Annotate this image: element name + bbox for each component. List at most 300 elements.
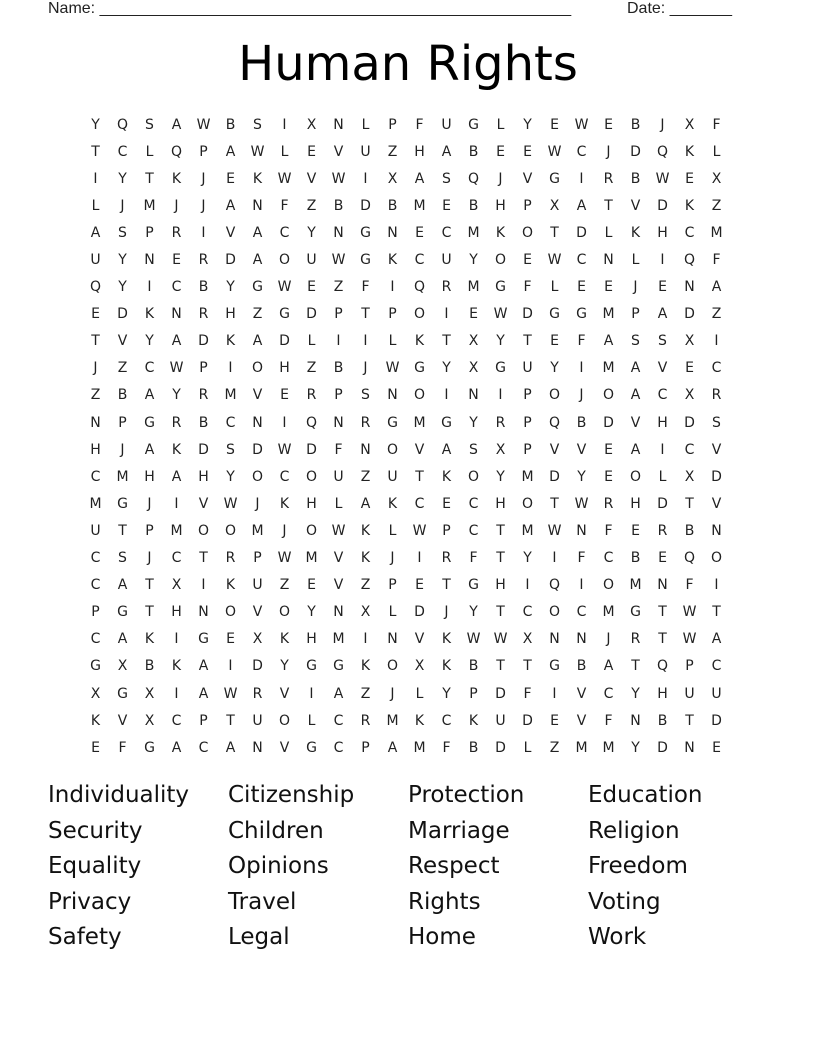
grid-letter[interactable]: L (361, 116, 370, 133)
grid-letter[interactable]: O (386, 658, 399, 675)
grid-letter[interactable]: V (630, 414, 641, 431)
grid-letter[interactable]: I (660, 441, 665, 458)
grid-letter[interactable]: G (117, 495, 128, 512)
grid-letter[interactable]: X (144, 712, 155, 729)
grid-letter[interactable]: M (89, 495, 102, 512)
grid-letter[interactable]: K (225, 333, 236, 350)
grid-letter[interactable]: C (333, 712, 344, 729)
grid-letter[interactable]: A (252, 333, 263, 350)
grid-letter[interactable]: A (171, 116, 182, 133)
grid-letter[interactable]: K (279, 631, 290, 648)
grid-letter[interactable]: E (685, 170, 694, 187)
grid-letter[interactable]: A (360, 495, 371, 512)
grid-letter[interactable]: T (496, 658, 505, 675)
grid-letter[interactable]: T (496, 604, 505, 621)
grid-letter[interactable]: S (469, 441, 478, 458)
grid-letter[interactable]: L (280, 143, 289, 160)
grid-letter[interactable]: N (468, 387, 479, 404)
grid-letter[interactable]: G (630, 604, 641, 621)
grid-letter[interactable]: H (657, 224, 668, 241)
grid-letter[interactable]: B (117, 387, 128, 404)
grid-letter[interactable]: P (199, 360, 208, 377)
grid-letter[interactable]: A (252, 224, 263, 241)
grid-letter[interactable]: A (117, 631, 128, 648)
grid-letter[interactable]: T (685, 712, 694, 729)
grid-letter[interactable]: T (145, 604, 154, 621)
grid-letter[interactable]: G (306, 739, 317, 756)
grid-letter[interactable]: D (684, 414, 695, 431)
grid-letter[interactable]: T (145, 170, 154, 187)
grid-letter[interactable]: W (385, 360, 400, 377)
grid-letter[interactable]: M (413, 414, 426, 431)
grid-letter[interactable]: M (116, 468, 129, 485)
grid-letter[interactable]: H (279, 360, 290, 377)
grid-letter[interactable]: R (495, 414, 506, 431)
grid-letter[interactable]: A (198, 685, 209, 702)
grid-letter[interactable]: J (606, 143, 611, 160)
grid-letter[interactable]: U (90, 252, 101, 269)
grid-letter[interactable]: M (629, 577, 642, 594)
grid-letter[interactable]: U (252, 577, 263, 594)
grid-letter[interactable]: I (363, 631, 368, 648)
grid-letter[interactable]: P (388, 116, 397, 133)
grid-letter[interactable]: P (523, 441, 532, 458)
grid-letter[interactable]: P (523, 387, 532, 404)
grid-letter[interactable]: V (306, 170, 317, 187)
grid-letter[interactable]: C (279, 224, 290, 241)
grid-letter[interactable]: K (360, 658, 371, 675)
grid-letter[interactable]: R (630, 631, 641, 648)
grid-letter[interactable]: J (390, 685, 395, 702)
grid-letter[interactable]: C (522, 604, 533, 621)
grid-letter[interactable]: O (629, 468, 642, 485)
grid-letter[interactable]: L (604, 224, 613, 241)
grid-letter[interactable]: X (522, 631, 533, 648)
grid-letter[interactable]: V (333, 550, 344, 567)
grid-letter[interactable]: R (306, 387, 317, 404)
grid-letter[interactable]: Z (360, 468, 371, 485)
grid-letter[interactable]: M (467, 279, 480, 296)
grid-letter[interactable]: G (117, 685, 128, 702)
grid-letter[interactable]: I (417, 550, 422, 567)
grid-letter[interactable]: C (171, 712, 182, 729)
grid-letter[interactable]: I (390, 279, 395, 296)
grid-letter[interactable]: Y (469, 252, 478, 269)
grid-letter[interactable]: O (494, 252, 507, 269)
grid-letter[interactable]: B (468, 658, 479, 675)
grid-letter[interactable]: Y (118, 252, 127, 269)
grid-letter[interactable]: D (522, 306, 533, 323)
grid-letter[interactable]: I (525, 577, 530, 594)
grid-letter[interactable]: A (711, 279, 722, 296)
grid-letter[interactable]: N (576, 631, 587, 648)
grid-letter[interactable]: X (171, 577, 182, 594)
grid-letter[interactable]: N (90, 414, 101, 431)
grid-letter[interactable]: N (549, 631, 560, 648)
grid-letter[interactable]: J (93, 360, 98, 377)
grid-letter[interactable]: G (360, 224, 371, 241)
grid-letter[interactable]: A (171, 739, 182, 756)
grid-letter[interactable]: N (333, 414, 344, 431)
grid-letter[interactable]: P (199, 143, 208, 160)
grid-letter[interactable]: Q (467, 170, 480, 187)
grid-letter[interactable]: X (306, 116, 317, 133)
grid-letter[interactable]: F (523, 685, 532, 702)
grid-letter[interactable]: V (333, 143, 344, 160)
grid-letter[interactable]: O (602, 577, 615, 594)
grid-letter[interactable]: C (279, 468, 290, 485)
grid-letter[interactable]: C (468, 495, 479, 512)
grid-letter[interactable]: T (604, 197, 613, 214)
grid-letter[interactable]: D (495, 739, 506, 756)
grid-letter[interactable]: X (387, 170, 398, 187)
grid-letter[interactable]: Y (307, 224, 316, 241)
grid-letter[interactable]: G (117, 604, 128, 621)
grid-letter[interactable]: C (441, 224, 452, 241)
grid-letter[interactable]: T (442, 577, 451, 594)
grid-letter[interactable]: V (576, 441, 587, 458)
grid-letter[interactable]: F (577, 333, 586, 350)
grid-letter[interactable]: D (657, 739, 668, 756)
grid-letter[interactable]: E (631, 522, 640, 539)
grid-letter[interactable]: B (630, 116, 641, 133)
grid-letter[interactable]: I (552, 685, 557, 702)
grid-letter[interactable]: K (387, 495, 398, 512)
grid-letter[interactable]: F (577, 550, 586, 567)
grid-letter[interactable]: H (225, 306, 236, 323)
grid-letter[interactable]: N (657, 577, 668, 594)
grid-letter[interactable]: F (334, 441, 343, 458)
grid-letter[interactable]: C (171, 550, 182, 567)
grid-letter[interactable]: V (414, 631, 425, 648)
grid-letter[interactable]: G (279, 306, 290, 323)
grid-letter[interactable]: C (711, 658, 722, 675)
grid-letter[interactable]: B (387, 197, 398, 214)
grid-letter[interactable]: I (444, 387, 449, 404)
grid-letter[interactable]: N (198, 604, 209, 621)
grid-letter[interactable]: G (441, 414, 452, 431)
grid-letter[interactable]: B (144, 658, 155, 675)
grid-letter[interactable]: E (226, 170, 235, 187)
grid-letter[interactable]: J (444, 604, 449, 621)
grid-letter[interactable]: J (633, 279, 638, 296)
grid-letter[interactable]: O (521, 495, 534, 512)
grid-letter[interactable]: E (172, 252, 181, 269)
grid-letter[interactable]: I (363, 170, 368, 187)
grid-letter[interactable]: C (711, 360, 722, 377)
grid-letter[interactable]: F (118, 739, 127, 756)
grid-letter[interactable]: O (521, 224, 534, 241)
grid-letter[interactable]: U (90, 522, 101, 539)
grid-letter[interactable]: I (93, 170, 98, 187)
grid-letter[interactable]: K (171, 170, 182, 187)
grid-letter[interactable]: T (415, 468, 424, 485)
grid-letter[interactable]: N (252, 739, 263, 756)
grid-letter[interactable]: D (495, 685, 506, 702)
grid-letter[interactable]: D (279, 333, 290, 350)
grid-letter[interactable]: Y (118, 170, 127, 187)
grid-letter[interactable]: R (603, 495, 614, 512)
grid-letter[interactable]: U (522, 360, 533, 377)
grid-letter[interactable]: H (171, 604, 182, 621)
grid-letter[interactable]: E (577, 279, 586, 296)
grid-letter[interactable]: P (334, 306, 343, 323)
grid-letter[interactable]: E (523, 252, 532, 269)
grid-letter[interactable]: S (442, 170, 451, 187)
grid-letter[interactable]: J (120, 441, 125, 458)
grid-letter[interactable]: A (414, 170, 425, 187)
grid-letter[interactable]: S (361, 387, 370, 404)
grid-letter[interactable]: Y (172, 387, 181, 404)
grid-letter[interactable]: V (630, 197, 641, 214)
grid-letter[interactable]: R (198, 306, 209, 323)
grid-letter[interactable]: K (360, 550, 371, 567)
grid-letter[interactable]: W (331, 170, 346, 187)
grid-letter[interactable]: M (413, 739, 426, 756)
grid-letter[interactable]: X (684, 333, 695, 350)
grid-letter[interactable]: E (442, 197, 451, 214)
grid-letter[interactable]: Q (683, 550, 696, 567)
grid-letter[interactable]: Z (711, 197, 722, 214)
grid-letter[interactable]: Z (279, 577, 290, 594)
grid-letter[interactable]: E (550, 712, 559, 729)
grid-letter[interactable]: E (658, 279, 667, 296)
grid-letter[interactable]: B (576, 658, 587, 675)
grid-letter[interactable]: N (333, 604, 344, 621)
grid-letter[interactable]: D (576, 224, 587, 241)
grid-letter[interactable]: N (684, 739, 695, 756)
date-field[interactable]: Date: _______ (627, 0, 732, 17)
grid-letter[interactable]: P (91, 604, 100, 621)
grid-letter[interactable]: V (198, 495, 209, 512)
grid-letter[interactable]: L (388, 333, 397, 350)
grid-letter[interactable]: V (576, 712, 587, 729)
grid-letter[interactable]: W (682, 631, 697, 648)
grid-letter[interactable]: B (198, 414, 209, 431)
grid-letter[interactable]: P (388, 306, 397, 323)
grid-letter[interactable]: N (252, 414, 263, 431)
grid-letter[interactable]: N (360, 441, 371, 458)
grid-letter[interactable]: T (658, 631, 667, 648)
grid-letter[interactable]: D (414, 604, 425, 621)
grid-letter[interactable]: H (90, 441, 101, 458)
grid-letter[interactable]: V (117, 712, 128, 729)
grid-letter[interactable]: A (441, 143, 452, 160)
grid-letter[interactable]: K (360, 522, 371, 539)
grid-letter[interactable]: T (523, 658, 532, 675)
grid-letter[interactable]: Y (496, 468, 505, 485)
grid-letter[interactable]: F (280, 197, 289, 214)
grid-letter[interactable]: O (386, 441, 399, 458)
grid-letter[interactable]: G (360, 252, 371, 269)
grid-letter[interactable]: M (602, 306, 615, 323)
grid-letter[interactable]: G (495, 279, 506, 296)
grid-letter[interactable]: M (575, 739, 588, 756)
grid-letter[interactable]: L (307, 712, 316, 729)
grid-letter[interactable]: V (279, 739, 290, 756)
grid-letter[interactable]: F (469, 550, 478, 567)
grid-letter[interactable]: Q (116, 116, 129, 133)
grid-letter[interactable]: Q (305, 414, 318, 431)
grid-letter[interactable]: O (197, 522, 210, 539)
grid-letter[interactable]: U (360, 143, 371, 160)
grid-letter[interactable]: N (333, 116, 344, 133)
grid-letter[interactable]: H (198, 468, 209, 485)
grid-letter[interactable]: B (333, 360, 344, 377)
grid-letter[interactable]: F (712, 252, 721, 269)
grid-letter[interactable]: X (468, 333, 479, 350)
grid-letter[interactable]: M (467, 224, 480, 241)
grid-letter[interactable]: O (548, 604, 561, 621)
grid-letter[interactable]: I (309, 685, 314, 702)
grid-letter[interactable]: C (198, 739, 209, 756)
grid-letter[interactable]: L (334, 495, 343, 512)
grid-letter[interactable]: J (255, 495, 260, 512)
grid-letter[interactable]: A (603, 658, 614, 675)
grid-letter[interactable]: A (333, 685, 344, 702)
grid-letter[interactable]: C (603, 685, 614, 702)
grid-letter[interactable]: L (307, 333, 316, 350)
grid-letter[interactable]: L (658, 468, 667, 485)
grid-letter[interactable]: S (118, 550, 127, 567)
grid-letter[interactable]: L (712, 143, 721, 160)
grid-letter[interactable]: W (547, 143, 562, 160)
grid-letter[interactable]: A (144, 387, 155, 404)
grid-letter[interactable]: Z (117, 360, 128, 377)
grid-letter[interactable]: N (333, 224, 344, 241)
grid-letter[interactable]: T (118, 522, 127, 539)
grid-letter[interactable]: G (576, 306, 587, 323)
grid-letter[interactable]: X (144, 685, 155, 702)
grid-letter[interactable]: R (171, 414, 182, 431)
grid-letter[interactable]: V (117, 333, 128, 350)
grid-letter[interactable]: L (415, 685, 424, 702)
grid-letter[interactable]: I (714, 333, 719, 350)
grid-letter[interactable]: W (223, 685, 238, 702)
grid-letter[interactable]: Y (550, 360, 559, 377)
grid-letter[interactable]: K (495, 224, 506, 241)
grid-letter[interactable]: C (576, 252, 587, 269)
grid-letter[interactable]: O (413, 387, 426, 404)
grid-letter[interactable]: Z (252, 306, 263, 323)
grid-letter[interactable]: K (684, 197, 695, 214)
grid-letter[interactable]: J (390, 550, 395, 567)
grid-letter[interactable]: W (196, 116, 211, 133)
grid-letter[interactable]: F (523, 279, 532, 296)
grid-letter[interactable]: X (468, 360, 479, 377)
grid-letter[interactable]: A (387, 739, 398, 756)
grid-letter[interactable]: V (225, 224, 236, 241)
grid-letter[interactable]: B (468, 739, 479, 756)
grid-letter[interactable]: L (388, 604, 397, 621)
grid-letter[interactable]: I (579, 170, 584, 187)
grid-letter[interactable]: P (145, 522, 154, 539)
grid-letter[interactable]: V (252, 604, 263, 621)
grid-letter[interactable]: G (198, 631, 209, 648)
grid-letter[interactable]: T (361, 306, 370, 323)
grid-letter[interactable]: Y (226, 468, 235, 485)
grid-letter[interactable]: H (414, 143, 425, 160)
grid-letter[interactable]: R (360, 414, 371, 431)
grid-letter[interactable]: D (630, 143, 641, 160)
grid-letter[interactable]: K (468, 712, 479, 729)
grid-letter[interactable]: E (442, 495, 451, 512)
grid-letter[interactable]: A (711, 631, 722, 648)
grid-letter[interactable]: E (604, 279, 613, 296)
grid-letter[interactable]: Z (387, 143, 398, 160)
grid-letter[interactable]: G (387, 414, 398, 431)
grid-letter[interactable]: X (414, 658, 425, 675)
grid-letter[interactable]: K (441, 658, 452, 675)
grid-letter[interactable]: B (468, 143, 479, 160)
grid-letter[interactable]: P (253, 550, 262, 567)
grid-letter[interactable]: V (279, 685, 290, 702)
grid-letter[interactable]: Y (469, 414, 478, 431)
grid-letter[interactable]: D (711, 712, 722, 729)
grid-letter[interactable]: D (549, 468, 560, 485)
grid-letter[interactable]: G (414, 360, 425, 377)
grid-letter[interactable]: Y (226, 279, 235, 296)
grid-letter[interactable]: A (171, 333, 182, 350)
grid-letter[interactable]: V (711, 495, 722, 512)
grid-letter[interactable]: A (90, 224, 101, 241)
grid-letter[interactable]: A (252, 252, 263, 269)
grid-letter[interactable]: C (576, 604, 587, 621)
grid-letter[interactable]: V (333, 577, 344, 594)
grid-letter[interactable]: T (145, 577, 154, 594)
grid-letter[interactable]: J (660, 116, 665, 133)
grid-letter[interactable]: O (251, 468, 264, 485)
grid-letter[interactable]: B (630, 170, 641, 187)
grid-letter[interactable]: D (117, 306, 128, 323)
grid-letter[interactable]: Z (549, 739, 560, 756)
grid-letter[interactable]: O (602, 387, 615, 404)
grid-letter[interactable]: B (468, 197, 479, 214)
grid-letter[interactable]: D (198, 333, 209, 350)
grid-letter[interactable]: C (414, 252, 425, 269)
grid-letter[interactable]: N (252, 197, 263, 214)
grid-letter[interactable]: G (549, 170, 560, 187)
grid-letter[interactable]: A (630, 441, 641, 458)
grid-letter[interactable]: Z (90, 387, 101, 404)
grid-letter[interactable]: L (631, 252, 640, 269)
grid-letter[interactable]: U (711, 685, 722, 702)
grid-letter[interactable]: J (498, 170, 503, 187)
grid-letter[interactable]: E (415, 224, 424, 241)
grid-letter[interactable]: Y (523, 550, 532, 567)
grid-letter[interactable]: V (414, 441, 425, 458)
grid-letter[interactable]: B (333, 197, 344, 214)
grid-letter[interactable]: V (252, 387, 263, 404)
grid-letter[interactable]: X (684, 116, 695, 133)
grid-letter[interactable]: R (603, 170, 614, 187)
grid-letter[interactable]: X (549, 197, 560, 214)
grid-letter[interactable]: E (280, 387, 289, 404)
grid-letter[interactable]: X (711, 170, 722, 187)
grid-letter[interactable]: Z (306, 197, 317, 214)
grid-letter[interactable]: Q (656, 658, 669, 675)
grid-letter[interactable]: R (711, 387, 722, 404)
grid-letter[interactable]: K (630, 224, 641, 241)
grid-letter[interactable]: O (251, 360, 264, 377)
grid-letter[interactable]: K (441, 468, 452, 485)
grid-letter[interactable]: A (630, 360, 641, 377)
grid-letter[interactable]: W (682, 604, 697, 621)
grid-letter[interactable]: K (387, 252, 398, 269)
grid-letter[interactable]: P (469, 685, 478, 702)
grid-letter[interactable]: B (198, 279, 209, 296)
grid-letter[interactable]: W (655, 170, 670, 187)
